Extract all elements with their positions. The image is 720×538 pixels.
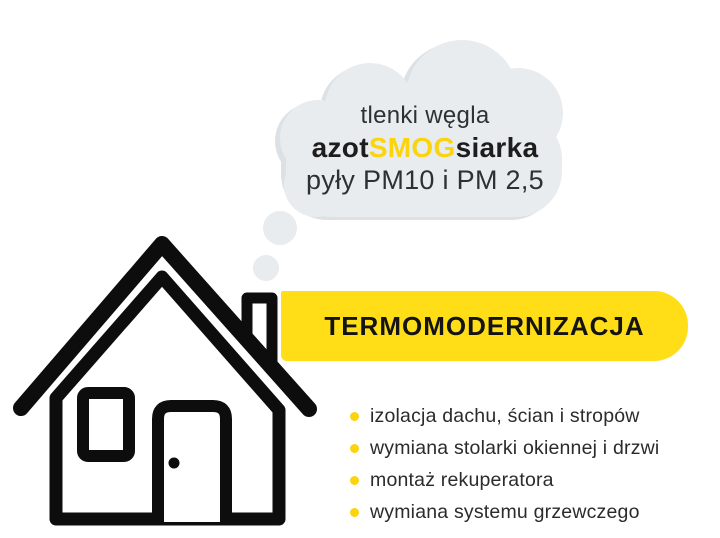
- bullet-dot-icon: [350, 476, 359, 485]
- pollutant-line-carbon-oxides: tlenki węgla: [360, 102, 490, 129]
- list-item: [350, 496, 659, 528]
- doorknob-icon: [169, 458, 180, 469]
- bullet-dot-icon: [350, 412, 359, 421]
- benefits-list: [350, 400, 659, 528]
- pollutant-line-particulates: pyły PM10 i PM 2,5: [306, 165, 544, 195]
- list-item-label: wymiana stolarki okiennej i drzwi: [370, 436, 660, 459]
- list-item: [350, 400, 659, 432]
- bullet-dot-icon: [350, 444, 359, 453]
- list-item: [350, 464, 659, 496]
- list-item-label: montaż rekuperatora: [370, 468, 554, 491]
- list-item-label: izolacja dachu, ścian i stropów: [370, 404, 640, 427]
- page-title: TERMOMODERNIZACJA: [324, 310, 645, 341]
- pollutant-smog-highlight: SMOG: [368, 132, 456, 163]
- list-item: [350, 432, 659, 464]
- list-item-label: wymiana systemu grzewczego: [370, 500, 640, 523]
- window-icon: [83, 393, 129, 456]
- door-icon: [158, 406, 226, 522]
- bullet-dot-icon: [350, 508, 359, 517]
- pollutant-azot: azot: [311, 132, 369, 163]
- pollutant-siarka: siarka: [455, 132, 539, 163]
